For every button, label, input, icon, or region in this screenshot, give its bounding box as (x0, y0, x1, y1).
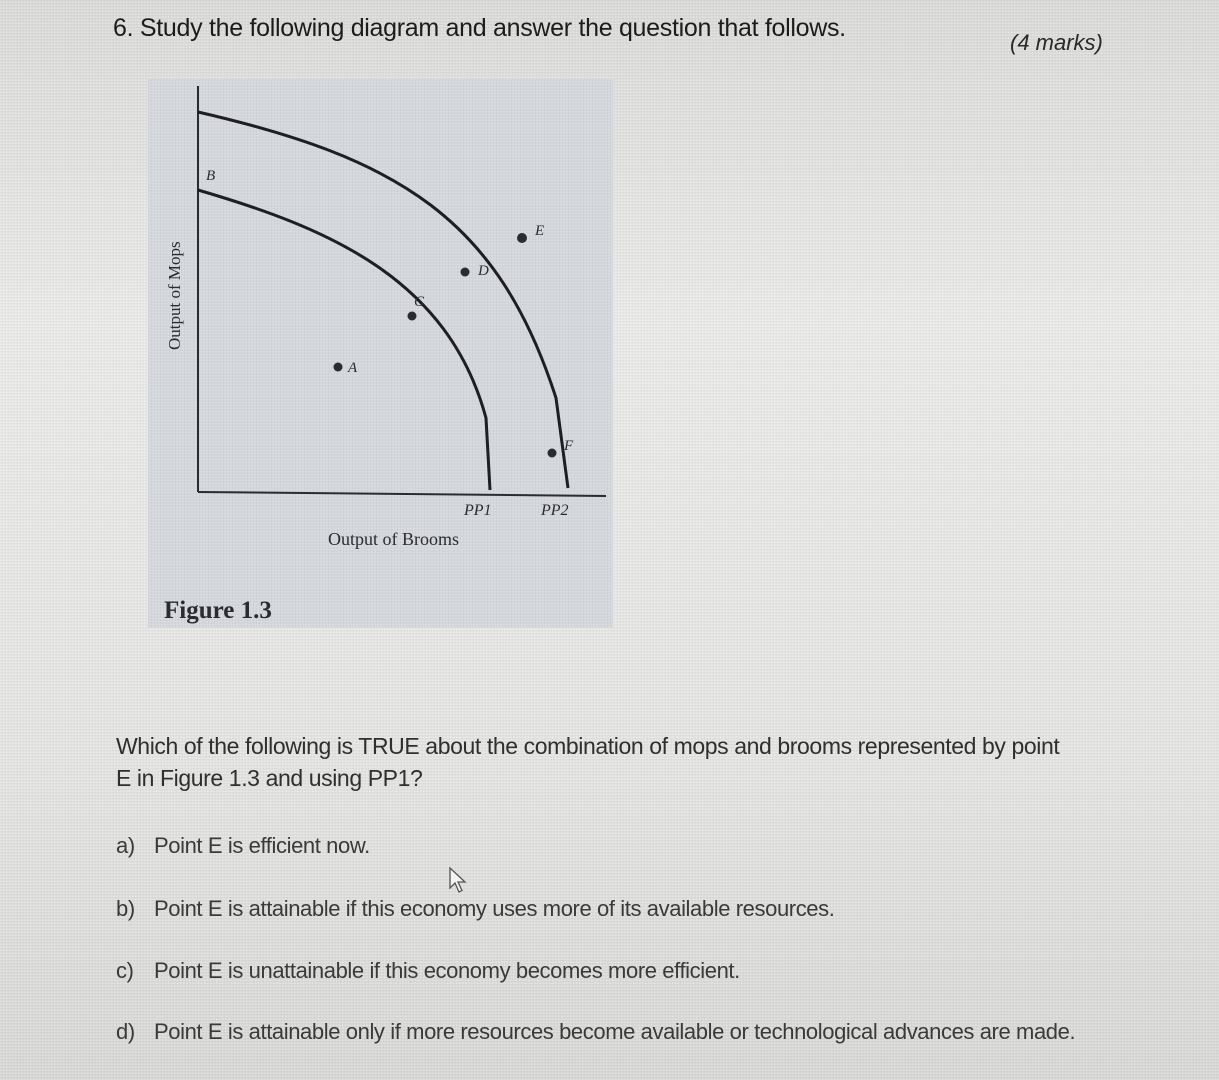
point-a-label: A (348, 360, 358, 376)
point-c-marker (408, 312, 417, 321)
option-c-text: Point E is unattainable if this economy becomes more efficient. (154, 958, 740, 983)
option-a-text: Point E is efficient now. (154, 833, 370, 858)
option-d[interactable] (116, 1019, 1075, 1045)
marks-label: (4 marks) (1010, 30, 1103, 55)
point-b-label: B (206, 168, 216, 184)
point-f-marker (548, 449, 557, 458)
option-b-letter: b) (116, 896, 135, 921)
point-e-marker (517, 233, 527, 243)
pp1-label: PP1 (464, 502, 492, 519)
pp2-curve (198, 112, 568, 488)
point-f-label: F (564, 438, 574, 454)
option-d-letter: d) (116, 1019, 135, 1044)
option-a-letter: a) (116, 833, 135, 858)
ppf-diagram (148, 78, 613, 628)
ppf-figure (148, 78, 613, 628)
option-c[interactable] (116, 958, 740, 984)
option-a[interactable] (116, 833, 370, 859)
option-b[interactable] (116, 896, 834, 922)
point-a-marker (334, 363, 343, 372)
pp1-curve (198, 190, 490, 490)
question-title: 6. Study the following diagram and answer the question that follows. (113, 14, 846, 42)
point-c-label: C (414, 294, 425, 310)
point-d-marker (461, 268, 470, 277)
y-axis-title: Output of Mops (165, 241, 184, 350)
option-d-text: Point E is attainable only if more resources become available or technological advances are made. (154, 1019, 1076, 1044)
point-e-label: E (535, 223, 545, 239)
point-d-label: D (478, 263, 489, 279)
option-c-letter: c) (116, 958, 134, 983)
figure-caption: Figure 1.3 (164, 597, 272, 624)
option-b-text: Point E is attainable if this economy uses more of its available resources. (154, 896, 835, 921)
x-axis (198, 492, 606, 496)
x-axis-title: Output of Brooms (328, 529, 460, 549)
mouse-cursor-icon (448, 866, 470, 894)
question-prompt: Which of the following is TRUE about the combination of mops and brooms represented by point E in Figure 1.3 and using PP1? (116, 733, 1060, 791)
pp2-label: PP2 (541, 502, 569, 519)
